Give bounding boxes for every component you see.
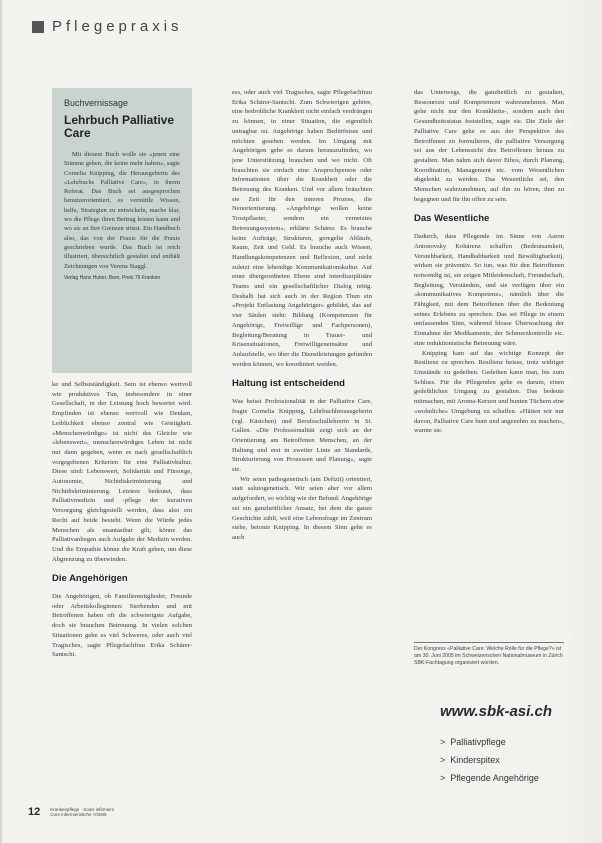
col1-paragraph: ke und Selbstständigkeit. Sein ist ebenso wertvoll wie produktives Tun, insbesondere in einer Gesellschaft, in der Leistung hoch bewertet wird. Empfinden ist ebenso wertvoll wie Denken, Leiblichkeit ebenso zentral wie Geistigkeit. «Menschenwürdige» ist nicht das Gleiche wie «lebenswert», menschenwürdiges Leben ist nicht nur dann gegeben, wenn es nach gesellschaftlich vorgegebenen Kriterien für eine Palliativkultur. Diese sind: Lebenswert, Solidarität und Fürsorge, Autonomie, Nichtdiskriminierung und Nichtdiskriminierung. Letztere bedeutet, dass Palliativmedizin und -pflege der kurativen Versorgung gleichgestellt werden, dass also ein Recht auf beide besteht. Wenn die Würde jedes Menschen als unantastbar gilt, könne das Palliativanliegen auch Aufgabe der Medizin werden. Und die Empathie könne die Kraft geben, um diese Abgrenzung zu überwinden.	[52, 381, 192, 563]
section-header	[32, 18, 183, 35]
page-shadow	[566, 0, 602, 843]
box-title: Lehrbuch Palliative Care	[64, 113, 175, 140]
col3-paragraph: Knipping kam auf das wichtige Konzept der Resilienz zu sprechen. Resilienz heisse, trotz widriger Umstände zu gedeihen. Gedeihen kann man, bis zum Schluss. Für die Pflegenden gehe es darum, einen gedeihlichen Umgang zu gestalten. Das bedeute mitmachen, mit Aroma-Kerzen und bunten Tüchern eine «wohnliche» Umgebung zu schaffen. «Hätten wir nur davon, Palliative Care bunt und angenehm zu machen», warnte sie.	[414, 349, 564, 435]
magazine-line: Krankenpflege · Soins infirmiers	[50, 806, 115, 812]
col2-paragraph: Was heisst Professionalität in der Palliative Care, fragte Cornelia Knipping, Lehrbuchherausgeberin (vgl. Kästchen) und Berufsschullehrerin in St. Gallen. «Die Professionalität zeigt sich an der Orientierung am Betroffenen Menschen, an der Haltung und erst in zweiter Linie an Standards, Strukturierung von Prozessen und Planung», sagte sie.	[232, 398, 372, 474]
website-link[interactable]: www.sbk-asi.ch	[440, 703, 552, 720]
column-2	[232, 88, 372, 543]
footnote: Der Kongress «Palliative Care: Welche Rolle für die Pflege?» ist am 30. Juni 2005 im Schweizerischen Nationalmuseum in Zürich SBK-Fachtagung organisiert worden.	[414, 642, 564, 667]
page-footer	[28, 806, 114, 818]
topic-link-label: Pflegende Angehörige	[450, 773, 539, 783]
column-3	[414, 88, 564, 436]
col2-heading: Haltung ist entscheidend	[232, 378, 345, 390]
topic-link-label: Kinderspitex	[450, 755, 500, 765]
arrow-right-icon: >	[440, 773, 446, 783]
col2-paragraph: ess, oder auch viel Tragisches, sagte Pflegefachfrau Erika Schärer-Santschi. Zum Schwierigen gehöre, eine bedrohliche Krankheit nicht einfach verdrängen zu können, in einer Situation, die eigentlich untragbar ist. Angehörige haben Bedürfnisse und möchten gesehen werden. Im Umgang mit Angehörigen gehe es darum herauszufinden, wo jene Unterstützung brauchen und wo nicht. Oft brauchten sie einfach eine Ansprechperson oder Informationen über die Krankheit oder die Betreuung des Kranken. Und vor allem bräuchten sie Zeit für den inneren Prozess, die Neuorientierung. «Angehörige wollen keine Trostpflaster, sondern ein vernetztes Betreuungssystem», erklärte Schärer. Es brauche keine Aufträge, Strukturen, geregelte Abläufe, Raum, Zeit und Geld. Es brauche auch Wissen, Handlungskompetenzen und Reflexion, und nicht zuletzt eine lebendige Kommunikationskultur. Auf einer übergeordneten Ebene sind interdisziplinäre Teams und ein gesellschaftlicher Dialog nötig. Deshalb hat sich auch in der Region Thun ein «Projekt Entlastung Angehöriger» gebildet, das auf vier Säulen steht: Bildung (Kompetenzen für Angehörige, Freiwillige und Fachpersonen), Begleitung/Beratung in Trauer- und Krisensituationen, Freiwilligeneinsätze und Anlaufstelle, wo über die Dienstleistungen gefunden werden können, wo koordiniert werden.	[232, 89, 372, 368]
box-publisher: Verlag Hans Huber, Bern, Preis 79 Franken	[64, 274, 161, 281]
arrow-right-icon: >	[440, 737, 446, 747]
book-info-box	[52, 88, 192, 373]
section-title: Pflegepraxis	[52, 18, 183, 35]
col1-paragraph: Die Angehörigen, ob Familienmitglieder, Freunde oder Arbeitskolleginnen: Sterbenden und mit Betroffenen haben oft die schwierigste Aufgabe, doch sie brauchen Betreuung. In vielen solchen Situationen gehe es viel Schweres, oder auch viel Tragisches, sagte Pflegefachfrau Erika Schärer-Santschi.	[52, 593, 192, 659]
page-number: 12	[28, 806, 41, 818]
col2-paragraph: Wir seien pathogenetisch (am Defizit) orientiert, statt salutogenetisch. Wir seien aber vor allem aufgefordert, so wichtig wie der Befund. Angehörige sei ein ganzheitlicher Ansatz, bei dem die ganze Geschichte zählt, weil eine Lebensfrage im Zentrum stehe, betonte Knipping. In diesem Sinn gehe es auch	[232, 475, 372, 541]
col3-paragraph: Dadurch, dass Pflegende im Sinne von Aaron Antonovsky Kohärenz schaffen (Bedeutsamkeit, Verstehbarkeit, Handhabbarkeit und Bewältigbarkeit), wirken sie präventiv. So tun, was für den Betroffenen notwendig ist, sie zeigen Mitleidenschaft, Freundschaft, Begleitung, Verständnis, und sie verfügen über ein «kommunikatives Kompetenz», nämlich über die Fähigkeit, mit dem Betroffenen über die Bedeutung seines Erlebens zu sprechen. Das sei Pflege in einem umfassenden Sinn, während blosse Überwachung der Einnahme der Medikamente, der Schmerzkontrolle etc. eine reduktionistische Betreuung wäre.	[414, 233, 564, 347]
arrow-right-icon: >	[440, 755, 446, 765]
topic-link[interactable]	[440, 769, 539, 787]
magazine-name	[50, 807, 114, 818]
topic-link[interactable]	[440, 751, 539, 769]
col3-heading: Das Wesentliche	[414, 213, 490, 225]
header-square-icon	[32, 21, 44, 33]
box-body: Mit diesem Buch wolle sie «jenen eine Stimme geben, die keine mehr haben», sagte Cornelia Knipping, die Herausgeberin des «Lehrbuchs Palliative Care», in ihrem Referat. Das Buch sei ausgesprochen benutzerorientiert, es vermittle Wissen, helfe, Strategien zu entwickeln, mache klar, wo die Pflege ihren Beitrag leisten kann und wo sie an ihre Grenzen stösst. Ein Handbuch also, das von der Praxis für die Praxis geschrieben wurde. Das Buch ist reich illustriert, übersichtlich gestaltet und enthält Zeichnungen von Verena Staggl.	[64, 151, 180, 270]
col1-heading: Die Angehörigen	[52, 573, 128, 585]
column-1	[52, 380, 192, 660]
topic-link[interactable]	[440, 733, 539, 751]
topic-links	[440, 733, 539, 787]
topic-link-label: Palliativpflege	[450, 737, 506, 747]
magazine-line: Cure infermieristiche 7/2005	[50, 812, 107, 817]
col3-paragraph: das Unterwegs, die ganzheitlich zu gestalten, Ressourcen und Kompetenzen wahrzunehmen. Man gehe nicht nur den Krankheits-, sondern auch den Gesundheitsstatus feststellen, sagte sie. Die Ziele der Palliative Care gehe es aus der Perspektive des Betroffenen zu formulieren, die palliative Versorgung sei aus der Lebenssicht des Betroffenen heraus zu gestalten. Man nahm sich davor Ethos, durch Planung, Koordination, Management etc. vom Wesentlichen abgelenkt zu werden. Das Wesentliche sei, den Menschen wahrzunehmen, auf ihn zu hören, ihm zu begegnen und für ihn offen zu sein.	[414, 89, 564, 203]
box-kicker: Buchvernissage	[64, 98, 129, 108]
